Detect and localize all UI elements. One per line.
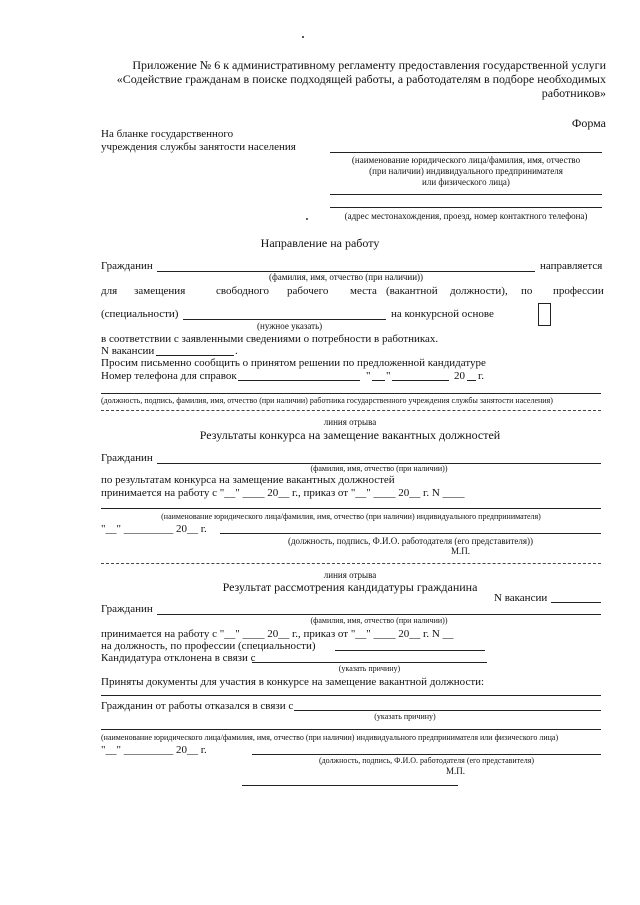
date3-text: "__" _________ 20__ г. <box>101 744 207 756</box>
employer-caption-line-2: (при наличии) индивидуального предпринимателя <box>369 166 563 176</box>
word-5: места <box>350 285 377 297</box>
citizen3-label: Гражданин <box>101 603 153 615</box>
refused-extra-line[interactable] <box>101 729 601 730</box>
signature-line-1[interactable] <box>101 393 601 394</box>
employer-name-line[interactable] <box>330 152 602 153</box>
phone-year-line[interactable] <box>467 380 476 381</box>
blank-line-2: учреждения службы занятости населения <box>101 141 296 153</box>
fio-caption: (фамилия, имя, отчество (при наличии)) <box>268 272 424 282</box>
position-text: на должность, по профессии (специальности) <box>101 640 316 652</box>
please-text: Просим письменно сообщить о принятом решении по предложенной кандидатуре <box>101 357 486 369</box>
reason-caption: (указать причину) <box>338 664 401 673</box>
section2-title: Результаты конкурса на замещение вакантных должностей <box>199 428 501 442</box>
phone-label: Номер телефона для справок <box>101 370 237 382</box>
tear-label-2: линия отрыва <box>323 570 377 580</box>
word-4: рабочего <box>287 285 329 297</box>
employer3-caption: (наименование юридического лица/фамилия, имя, отчество (при наличии) индивидуального предпринимателя или физического лица) <box>101 733 559 742</box>
stamp3-line[interactable] <box>242 785 458 786</box>
directed-label: направляется <box>540 260 603 272</box>
vacancy-line[interactable] <box>156 355 234 356</box>
word-7: должности), <box>450 285 508 297</box>
phone-quote-close: " <box>386 370 391 382</box>
reason-caption-2: (указать причину) <box>374 712 436 721</box>
phone-quote-open: " <box>366 370 371 382</box>
vacancy-end: . <box>235 345 238 357</box>
competitive-label: на конкурсной основе <box>391 308 494 320</box>
signature3-line[interactable] <box>252 754 601 755</box>
citizen3-name-line[interactable] <box>157 614 601 615</box>
appendix-line-1: Приложение № 6 к административному регламенту предоставления государственной услуги <box>132 58 606 72</box>
phone-month-line[interactable] <box>392 380 449 381</box>
tear-label-1: линия отрыва <box>323 417 377 427</box>
specialty-label: (специальности) <box>101 308 179 320</box>
word-6: (вакантной <box>386 285 438 297</box>
stamp2: М.П. <box>451 546 471 556</box>
phone-day-line[interactable] <box>372 380 385 381</box>
documents-line[interactable] <box>101 695 601 696</box>
fio3-caption: (фамилия, имя, отчество (при наличии)) <box>310 616 448 625</box>
scan-dot <box>306 218 308 220</box>
rejected-line[interactable] <box>252 662 487 663</box>
needed-caption: (нужное указать) <box>257 321 323 331</box>
phone-year-suffix: г. <box>478 370 485 382</box>
position-line[interactable] <box>335 650 485 651</box>
word-9: профессии <box>553 285 604 297</box>
citizen-label: Гражданин <box>101 260 153 272</box>
tear-line-2 <box>101 563 601 564</box>
results-text: по результатам конкурса на замещение вакантных должностей <box>101 474 395 486</box>
phone-line[interactable] <box>238 380 360 381</box>
vacancy3-label: N вакансии <box>494 592 548 604</box>
signature3-caption: (должность, подпись, Ф.И.О. работодателя (его представителя) <box>318 756 535 765</box>
hired2-text: принимается на работу с "__" ____ 20__ г., приказ от "__" ____ 20__ г. N ____ <box>101 487 465 499</box>
stamp3: М.П. <box>446 766 466 776</box>
appendix-line-3: работников» <box>541 86 606 100</box>
word-2: замещения <box>134 285 186 297</box>
tear-line-1 <box>101 410 601 411</box>
signature2-caption: (должность, подпись, Ф.И.О. работодателя (его представителя)) <box>287 536 533 546</box>
fio2-caption: (фамилия, имя, отчество (при наличии)) <box>310 464 448 473</box>
citizen2-label: Гражданин <box>101 452 153 464</box>
competitive-checkbox[interactable] <box>538 303 551 326</box>
word-3: свободного <box>216 285 270 297</box>
date2-text: "__" _________ 20__ г. <box>101 523 207 535</box>
refused-text: Гражданин от работы отказался в связи с <box>101 700 294 712</box>
signature2-line[interactable] <box>220 533 601 534</box>
documents-text: Приняты документы для участия в конкурсе на замещение вакантной должности: <box>101 676 485 688</box>
word-8: по <box>521 285 533 297</box>
scan-speck <box>302 36 304 38</box>
vacancy-label: N вакансии <box>101 345 155 357</box>
rejected-text: Кандидатура отклонена в связи с <box>101 652 256 664</box>
word-1: для <box>101 285 118 297</box>
employer2-line[interactable] <box>101 508 601 509</box>
refused-line[interactable] <box>294 710 601 711</box>
employer-caption-line-1: (наименование юридического лица/фамилия, имя, отчество <box>351 155 581 165</box>
employer-extra-line[interactable] <box>330 194 602 195</box>
appendix-line-2: «Содействие гражданам в поиске подходящей работы, а работодателям в подборе необходимых <box>116 72 606 86</box>
form-label: Форма <box>571 116 606 130</box>
address-caption: (адрес местонахождения, проезд, номер контактного телефона) <box>344 211 588 221</box>
employer-caption-line-3: или физического лица) <box>422 177 510 187</box>
employer2-caption: (наименование юридического лица/фамилия, имя, отчество (при наличии) индивидуального предпринимателя) <box>161 512 541 521</box>
phone-year: 20 <box>454 370 465 382</box>
section3-title: Результат рассмотрения кандидатуры гражданина <box>222 580 478 594</box>
signature-caption-1: (должность, подпись, фамилия, имя, отчество (при наличии) работника государственного учреждения службы занятости населения) <box>101 396 553 405</box>
section1-title: Направление на работу <box>260 236 380 250</box>
vacancy3-line[interactable] <box>551 602 601 603</box>
address-line[interactable] <box>330 207 602 208</box>
blank-line-1: На бланке государственного <box>101 128 234 140</box>
accordance-text: в соответствии с заявленными сведениями о потребности в работниках. <box>101 333 439 345</box>
specialty-line[interactable] <box>183 319 386 320</box>
hired3-text: принимается на работу с "__" ____ 20__ г., приказ от "__" ____ 20__ г. N __ <box>101 628 454 640</box>
